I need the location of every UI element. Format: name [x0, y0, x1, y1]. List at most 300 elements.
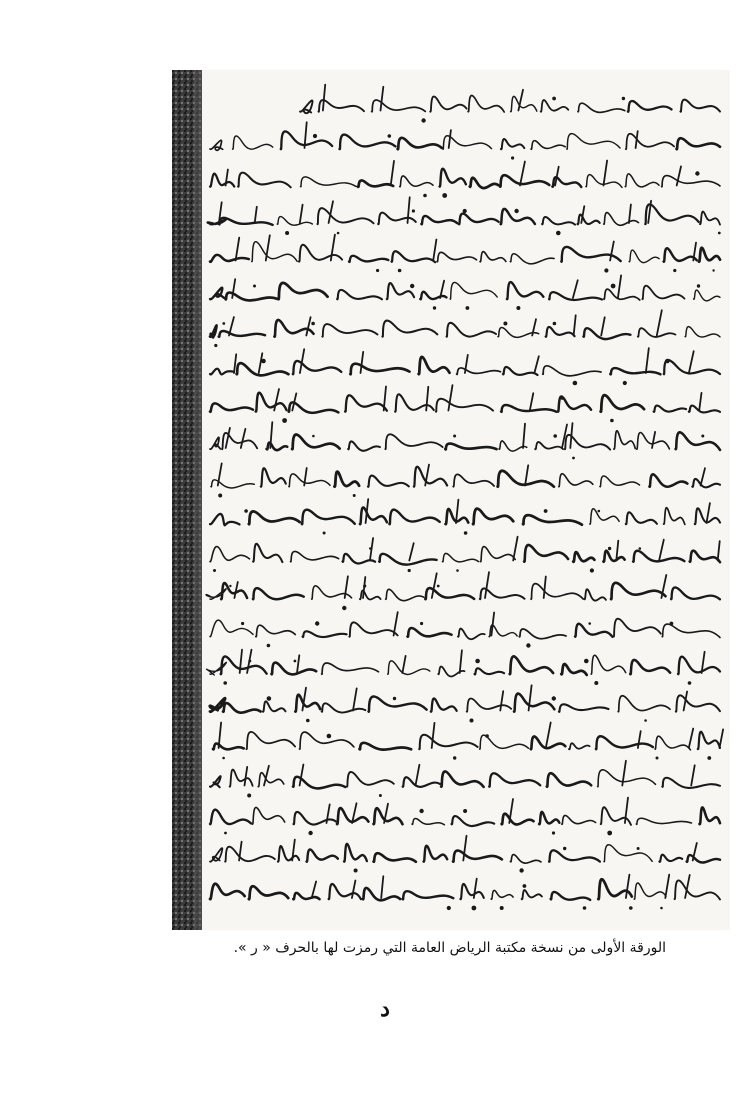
script-stroke — [531, 584, 583, 600]
script-stroke — [692, 479, 720, 487]
script-stroke — [302, 510, 355, 525]
script-stroke — [501, 139, 524, 149]
script-dot — [656, 757, 659, 760]
script-ascender — [323, 85, 325, 111]
script-stroke — [678, 657, 720, 675]
script-dot — [437, 585, 440, 588]
script-dot — [244, 509, 248, 513]
script-stroke — [541, 100, 569, 112]
script-stroke — [659, 855, 682, 862]
script-ascender — [638, 731, 641, 748]
script-stroke — [634, 883, 666, 899]
script-stroke — [210, 403, 253, 411]
script-ascender — [570, 423, 572, 448]
script-stroke — [447, 323, 497, 337]
script-dot — [639, 547, 642, 550]
script-ascender — [699, 393, 701, 411]
script-ascender — [573, 280, 578, 298]
script-stroke — [317, 208, 373, 224]
script-stroke — [460, 884, 483, 899]
script-ascender — [384, 387, 386, 411]
script-dot — [544, 509, 548, 513]
script-dot — [660, 907, 663, 910]
script-dot — [718, 232, 721, 235]
script-stroke — [628, 101, 672, 112]
script-ascender — [426, 387, 428, 411]
script-stroke — [340, 135, 396, 150]
script-stroke — [578, 103, 625, 112]
script-stroke — [549, 292, 602, 300]
script-dot — [224, 832, 227, 835]
script-dot — [214, 344, 217, 347]
script-ascender — [259, 353, 263, 373]
script-stroke — [453, 474, 494, 486]
script-stroke — [210, 848, 222, 862]
script-stroke — [272, 663, 317, 675]
script-ascender — [636, 131, 638, 148]
script-stroke — [468, 95, 504, 112]
script-stroke — [618, 696, 670, 712]
script-dot — [229, 585, 231, 587]
script-ascender — [306, 317, 310, 335]
script-ascender — [659, 540, 664, 561]
script-ascender — [546, 723, 551, 749]
script-stroke — [523, 515, 582, 525]
script-stroke — [675, 880, 721, 899]
script-ascender — [652, 432, 655, 448]
script-dot — [523, 884, 527, 888]
script-stroke — [421, 216, 457, 224]
script-stroke — [611, 583, 666, 599]
script-stroke — [252, 807, 284, 824]
script-stroke — [249, 886, 288, 899]
script-stroke — [256, 625, 295, 637]
script-stroke — [445, 444, 496, 450]
script-stroke — [522, 890, 542, 899]
script-dot — [552, 831, 555, 834]
script-stroke — [278, 846, 299, 862]
script-dot — [695, 171, 699, 175]
script-stroke — [322, 703, 366, 712]
script-stroke — [210, 620, 253, 637]
script-stroke — [542, 217, 575, 225]
script-stroke — [601, 395, 645, 412]
script-stroke — [210, 140, 223, 150]
script-stroke — [301, 177, 357, 187]
script-ascender — [665, 875, 669, 898]
script-stroke — [374, 808, 403, 824]
script-stroke — [604, 845, 652, 862]
script-ascender — [657, 310, 662, 335]
script-stroke — [337, 290, 382, 299]
script-dot — [563, 847, 566, 850]
script-stroke — [237, 363, 289, 375]
script-dot — [475, 659, 480, 664]
script-stroke — [626, 512, 657, 524]
script-stroke — [403, 777, 440, 787]
script-dot — [644, 719, 647, 722]
script-dot — [267, 696, 272, 701]
script-ascender — [574, 315, 576, 335]
script-stroke — [412, 819, 444, 825]
script-dot — [453, 435, 456, 438]
script-stroke — [480, 252, 506, 262]
script-ascender — [241, 429, 246, 448]
script-ascender — [456, 500, 458, 523]
script-stroke — [502, 814, 534, 825]
script-ascender — [448, 385, 452, 410]
script-ascender — [219, 723, 222, 749]
script-stroke — [614, 431, 635, 449]
script-dot — [419, 809, 423, 813]
script-stroke — [600, 476, 640, 487]
script-stroke — [210, 547, 250, 562]
script-ascender — [618, 275, 621, 298]
script-stroke — [458, 629, 485, 640]
script-dot — [464, 531, 468, 535]
script-stroke — [289, 474, 330, 487]
script-stroke — [431, 698, 457, 711]
script-dot — [608, 547, 611, 550]
script-stroke — [392, 251, 436, 262]
script-dot — [503, 322, 507, 326]
script-stroke — [334, 472, 359, 487]
script-dot — [412, 209, 415, 212]
script-dot — [313, 134, 317, 138]
script-dot — [323, 532, 326, 535]
script-dot — [604, 268, 608, 272]
script-ascender — [255, 207, 257, 223]
script-stroke — [685, 327, 720, 337]
script-ascender — [646, 348, 649, 373]
script-stroke — [350, 364, 409, 375]
script-dot — [315, 621, 319, 625]
script-stroke — [387, 283, 414, 299]
script-ascender — [707, 503, 710, 523]
script-stroke — [636, 818, 691, 824]
script-ascender — [460, 650, 462, 673]
handwritten-arabic-script — [172, 70, 730, 930]
script-stroke — [252, 242, 298, 262]
script-stroke — [344, 844, 367, 862]
script-stroke — [219, 331, 265, 337]
script-stroke — [610, 368, 660, 374]
script-stroke — [210, 288, 224, 300]
script-dot — [623, 381, 627, 385]
script-dot — [485, 734, 489, 738]
script-stroke — [676, 695, 720, 711]
script-dot — [222, 322, 225, 325]
script-stroke — [626, 134, 674, 150]
script-dot — [688, 681, 692, 685]
script-dot — [311, 322, 315, 326]
script-dot — [556, 231, 561, 236]
script-stroke — [549, 850, 600, 861]
script-dot — [447, 906, 451, 910]
script-stroke — [414, 467, 447, 487]
script-dot — [337, 232, 340, 235]
script-dot — [282, 418, 287, 423]
script-stroke — [307, 849, 338, 861]
script-stroke — [630, 660, 670, 674]
script-dot — [670, 622, 674, 626]
script-ascender — [300, 765, 304, 786]
script-stroke — [551, 892, 591, 900]
script-dot — [561, 397, 564, 400]
script-ascender — [701, 468, 705, 485]
script-ascender — [236, 238, 240, 261]
script-stroke — [535, 442, 563, 449]
script-stroke — [453, 851, 502, 862]
script-stroke — [489, 773, 540, 786]
script-stroke — [294, 812, 336, 825]
script-ascender — [520, 162, 525, 186]
script-stroke — [575, 624, 612, 637]
script-dot — [607, 831, 612, 836]
script-stroke — [614, 619, 661, 637]
script-dot — [552, 97, 556, 101]
script-stroke — [475, 668, 505, 674]
script-ascender — [691, 765, 695, 785]
script-stroke — [389, 510, 439, 525]
script-ascender — [689, 729, 693, 748]
script-stroke — [559, 704, 609, 712]
script-stroke — [645, 204, 699, 224]
script-ascender — [523, 424, 525, 448]
script-dot — [594, 681, 598, 685]
script-stroke — [604, 289, 640, 300]
script-stroke — [293, 893, 319, 900]
script-stroke — [349, 256, 388, 262]
script-dot — [584, 659, 589, 664]
script-dot — [526, 643, 530, 647]
script-dot — [306, 719, 310, 723]
script-dot — [500, 906, 504, 910]
script-dot — [456, 569, 459, 572]
script-ascender — [409, 543, 413, 560]
script-stroke — [539, 812, 559, 824]
script-stroke — [253, 544, 282, 562]
script-stroke — [233, 136, 273, 149]
script-dot — [553, 434, 557, 438]
script-ascender — [381, 876, 383, 898]
script-stroke — [419, 735, 477, 749]
script-ascender — [534, 356, 538, 373]
script-dot — [629, 906, 633, 910]
script-stroke — [510, 656, 553, 674]
script-dot — [420, 622, 423, 625]
script-stroke — [662, 176, 720, 187]
script-dot — [312, 435, 315, 438]
script-stroke — [604, 213, 639, 226]
script-stroke — [291, 551, 339, 561]
script-stroke — [547, 773, 591, 787]
script-ascender — [500, 691, 503, 710]
script-dot — [223, 681, 227, 685]
script-stroke — [699, 248, 720, 262]
script-stroke — [562, 815, 596, 824]
script-ascender — [601, 317, 605, 335]
script-ascender — [433, 240, 436, 261]
script-stroke — [510, 254, 554, 264]
script-ascender — [226, 428, 230, 448]
script-dot — [519, 868, 523, 872]
script-ascender — [297, 655, 299, 673]
script-stroke — [213, 744, 244, 750]
script-stroke — [442, 553, 478, 561]
script-dot — [433, 306, 436, 309]
script-ascender — [530, 393, 534, 410]
script-stroke — [546, 327, 575, 337]
script-dot — [285, 231, 289, 235]
script-stroke — [360, 743, 412, 750]
script-stroke — [225, 847, 275, 862]
script-stroke — [584, 589, 606, 600]
script-ascender — [432, 573, 437, 598]
script-ascender — [274, 389, 279, 410]
script-dot — [342, 606, 346, 610]
script-stroke — [347, 772, 394, 787]
script-dot — [598, 510, 601, 513]
script-stroke — [450, 282, 497, 299]
script-stroke — [440, 169, 466, 187]
script-dot — [408, 569, 411, 572]
script-dot — [516, 306, 520, 310]
script-dot — [552, 696, 556, 700]
script-stroke — [238, 173, 291, 188]
script-stroke — [503, 367, 538, 375]
script-stroke — [507, 282, 544, 299]
script-ascender — [416, 765, 420, 786]
script-stroke — [649, 474, 687, 486]
script-stroke — [543, 366, 601, 376]
script-stroke — [210, 776, 221, 787]
script-stroke — [677, 138, 721, 149]
script-ascender — [402, 656, 405, 673]
script-dot — [470, 719, 474, 723]
script-stroke — [345, 395, 387, 411]
script-dot — [393, 697, 396, 700]
script-ascender — [626, 875, 630, 898]
script-stroke — [400, 176, 433, 187]
script-ascender — [685, 875, 690, 898]
script-ascender — [689, 351, 694, 373]
script-stroke — [289, 402, 339, 412]
script-stroke — [583, 328, 630, 339]
script-stroke — [662, 624, 720, 637]
script-dot — [369, 547, 371, 549]
script-stroke — [470, 178, 498, 188]
script-dot — [253, 285, 256, 288]
script-stroke — [386, 589, 424, 600]
script-stroke — [510, 855, 541, 864]
script-dot — [247, 794, 251, 798]
script-dot — [241, 622, 244, 625]
script-stroke — [457, 368, 501, 374]
script-ascender — [331, 235, 335, 261]
script-dot — [590, 568, 594, 572]
script-dot — [611, 284, 616, 289]
script-stroke — [690, 551, 720, 563]
script-stroke — [369, 697, 427, 712]
script-stroke — [278, 283, 327, 299]
script-stroke — [253, 588, 304, 599]
script-ascender — [381, 87, 384, 111]
script-stroke — [303, 631, 347, 637]
script-stroke — [430, 97, 467, 112]
script-ascender — [474, 879, 477, 898]
page-marker: د — [380, 996, 390, 1022]
script-dot — [410, 284, 414, 288]
script-stroke — [368, 476, 409, 487]
script-dot — [573, 381, 578, 386]
script-stroke — [299, 245, 342, 262]
script-stroke — [277, 217, 312, 226]
script-dot — [398, 269, 402, 273]
script-stroke — [322, 663, 379, 674]
script-ascender — [229, 317, 234, 335]
script-stroke — [419, 357, 450, 374]
script-dot — [553, 322, 557, 326]
script-ascender — [629, 205, 631, 224]
script-stroke — [700, 212, 720, 225]
script-stroke — [385, 434, 442, 449]
script-ascender — [408, 197, 410, 223]
script-stroke — [655, 736, 691, 750]
script-stroke — [514, 694, 554, 712]
script-stroke — [263, 701, 286, 711]
script-ascender — [604, 161, 608, 186]
script-dot — [514, 209, 518, 213]
script-dot — [442, 193, 447, 198]
script-dot — [248, 660, 251, 663]
script-ascender — [513, 537, 517, 561]
script-stroke — [358, 180, 393, 186]
script-dot — [363, 584, 366, 587]
script-stroke — [680, 100, 720, 112]
script-stroke — [591, 655, 626, 674]
script-stroke — [559, 474, 593, 487]
script-stroke — [300, 100, 313, 113]
script-dot — [218, 494, 222, 498]
script-stroke — [459, 214, 499, 225]
script-ascender — [329, 201, 333, 223]
script-dot — [701, 435, 704, 438]
script-stroke — [694, 290, 720, 301]
script-stroke — [210, 174, 234, 187]
script-stroke — [210, 325, 217, 337]
script-ascender — [245, 767, 248, 786]
script-stroke — [629, 250, 659, 263]
script-stroke — [689, 406, 720, 413]
script-dot — [466, 306, 470, 310]
script-dot — [463, 209, 467, 213]
script-stroke — [295, 695, 320, 712]
script-dot — [583, 906, 587, 910]
script-stroke — [258, 773, 284, 787]
script-stroke — [491, 890, 513, 899]
script-ascender — [352, 881, 356, 899]
script-ascender — [449, 130, 451, 148]
script-stroke — [671, 587, 720, 599]
script-stroke — [318, 100, 364, 112]
script-stroke — [437, 252, 477, 261]
script-stroke — [348, 441, 380, 450]
script-stroke — [261, 468, 286, 486]
script-dot — [511, 156, 514, 159]
script-stroke — [664, 508, 685, 525]
script-dot — [453, 756, 456, 759]
